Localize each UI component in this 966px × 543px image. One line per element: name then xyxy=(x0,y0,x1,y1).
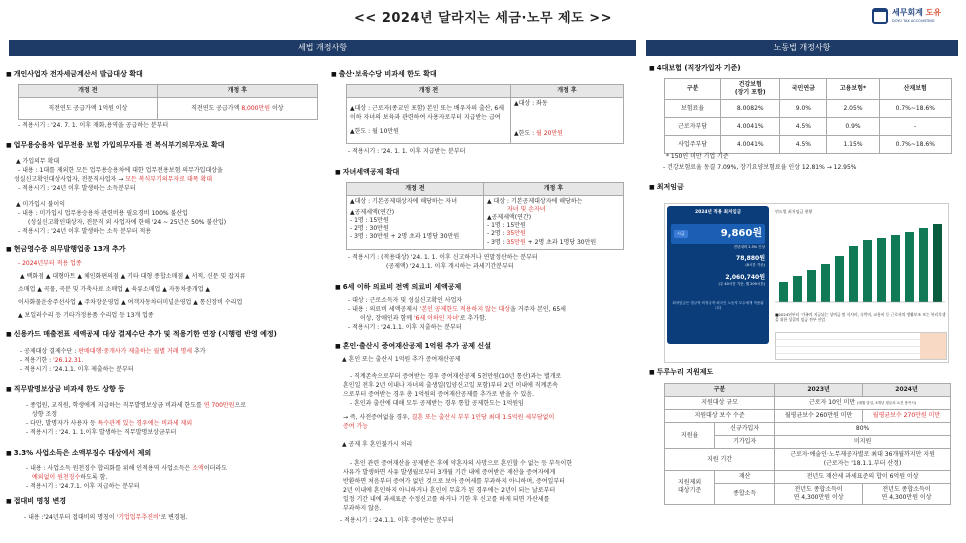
ins-cell: 0.9% xyxy=(827,118,879,136)
ins-cell: 근로자부담 xyxy=(665,118,721,136)
s3-l5: ▲ 보일러수리 등 기타가정용품 수리업 등 13개 업종 xyxy=(18,312,154,319)
s1-th-after: 개정 후 xyxy=(157,85,317,98)
card-title: 2024년 적용 최저임금 xyxy=(694,210,742,215)
ins-header-2: 국민연금 xyxy=(780,79,827,100)
m4-q5: 일정 기간 내에 과세표준 수정신고를 하거나 기한 후 신고를 하게 되면 가산세를 xyxy=(343,496,550,503)
s4-title: ■ 신용카드 매출전표 세액공제 대상 결제수단 추가 및 적용기한 연장 (시행령 반영 예정) xyxy=(6,330,277,339)
ins-cell: 4.0041% xyxy=(721,118,780,136)
dur-asset-val: 전년도 재산세 과세표준의 합이 6억원 이상 xyxy=(775,470,951,483)
m2-n1: - 적용시기 : (적용대상) '24. 1. 1. 이후 신고하거나 연말정산하는 분부터 xyxy=(348,254,538,261)
bar-11 xyxy=(919,228,928,302)
s2-a3: 성실신고확인대상사업자, 전문직사업자 → 모든 복식부기의무자로 대폭 확대 xyxy=(14,176,213,183)
ins-cell: 9.0% xyxy=(780,100,827,118)
bar-6 xyxy=(849,246,858,302)
durunuri-table xyxy=(664,383,951,505)
s2-a1: ▲ 가입의무 확대 xyxy=(16,158,60,165)
dur-target-label: 지원대상 규모 xyxy=(665,397,775,410)
wage-chart-title: 연도별 최저임금 현황 xyxy=(775,209,813,214)
s1-before: 직전연도 공급가액 1억원 이상 xyxy=(19,98,158,120)
ins-header-3: 고용보험* xyxy=(827,79,879,100)
m1-before: ▲대상 : 근로자(종교인 포함) 본인 또는 배우자의 출산, 6세 이하 자녀의 보육과 관련하여 사용자로부터 지급받는 급여 ▲한도 : 월 10만원 xyxy=(347,98,511,144)
s4-l2: - 적용기한 : '26.12.31. xyxy=(20,357,84,364)
wage-bar-chart xyxy=(775,218,945,308)
ins-cell: 8.0082% xyxy=(721,100,780,118)
ins-cell: 2.05% xyxy=(827,100,879,118)
s1-note: - 적용시기 : '24. 7. 1. 이후 재화,용역을 공급하는 분부터 xyxy=(18,122,169,129)
s1-table xyxy=(18,84,318,120)
hourly-value: 9,860원 xyxy=(720,228,762,240)
r1-n2: - 건강보험료율 동결 7.09%, 장기요양보험료율 인상 12.81% → 12.95% xyxy=(663,164,857,171)
bar-3 xyxy=(807,270,816,302)
bar-8 xyxy=(877,238,886,302)
m1-table xyxy=(346,84,624,144)
s7-title: ■ 접대비 명칭 변경 xyxy=(6,497,66,506)
dur-new-val: 80% xyxy=(775,423,951,436)
ins-cell: 0.7%~18.6% xyxy=(879,100,951,118)
dur-old-label: 기가입자 xyxy=(715,436,775,449)
dur-h-cat: 구분 xyxy=(665,384,775,397)
m4-p2: 혼인일 전후 2년 이내나 자녀의 출생일(입양신고일 포함)부터 2년 이내에 직계존속 xyxy=(343,382,558,389)
m2-th-after: 개정 후 xyxy=(484,183,624,196)
m2-th-before: 개정 전 xyxy=(347,183,484,196)
s1-title: ■ 개인사업자 전자세금계산서 발급대상 확대 xyxy=(6,70,143,79)
hourly-label: 시급 xyxy=(674,230,688,237)
dur-old-val: 미지원 xyxy=(775,436,951,449)
min-wage-infographic xyxy=(664,203,949,363)
m4-q3: 반환하면 처음부터 증여가 없던 것으로 보아 증여세를 부과하지 아니하며, 증여일부터 xyxy=(343,478,565,485)
dur-exclude-label: 지원제외 대상기준 xyxy=(665,470,715,504)
r1-title: ■ 4대보험 (직장가입자 기준) xyxy=(649,64,741,73)
m3-l1: - 대상 : 근로소득자 및 성실신고확인 사업자 xyxy=(348,297,463,304)
s1-th-before: 개정 전 xyxy=(19,85,158,98)
bar-1 xyxy=(779,282,788,302)
s6-l2: 예외없이 원천징수하도록 함. xyxy=(32,474,108,481)
dur-income-label: 종합소득 xyxy=(715,483,775,504)
dur-inc-2023: 전년도 종합소득이 연 4,300만원 이상 xyxy=(775,483,863,504)
bar-2 xyxy=(793,276,802,302)
s7-l1: - 내용 :'24년부터 접대비의 명칭이 '기업업무추진비'로 변경됨. xyxy=(24,514,188,521)
s2-a2: - 내용 : 1대를 제외한 모든 업무용승용차에 대한 업무전용보험 의무가입대상을 xyxy=(18,167,223,174)
m1-th-after: 개정 후 xyxy=(511,85,624,98)
dur-h-2023: 2023년 xyxy=(775,384,863,397)
bar-7 xyxy=(863,240,872,302)
m4-title: ■ 혼인·출산시 증여재산공제 1억원 추가 공제 신설 xyxy=(335,342,491,351)
ins-cell: 4.0041% xyxy=(721,136,780,154)
monthly-sub: (주 40시간 기준, 월 209시간) xyxy=(718,282,765,287)
s5-l1d: 상향 조정 xyxy=(32,411,58,418)
m4-q4: 2년 이내에 혼인하지 아니하거나 혼인이 무효가 된 경우에는 2년이 되는 날로부터 xyxy=(343,487,556,494)
s2-title: ■ 업무용승용차 업무전용 보험 가입의무자를 전 복식부기의무자로 확대 xyxy=(6,141,225,150)
r1-n1: * 150인 미만 기업 기준 xyxy=(666,153,729,160)
wage-mini-table-highlight xyxy=(920,333,946,359)
labor-header: 노동법 개정사항 xyxy=(646,40,958,56)
ins-cell: 0.7%~18.6% xyxy=(879,136,951,154)
m2-n2: (공제액) '24.1.1. 이후 개시하는 과세기간분부터 xyxy=(386,263,514,270)
dur-inc-2024: 전년도 종합소득이 연 4,300만원 이상 xyxy=(863,483,951,504)
card-bottom-note: 최저임금은 정규직·비정규직·외국인 노동자 모두에게 적용됩니다 xyxy=(672,300,764,310)
logo-sub: DOYU TAX ACCOUNTING xyxy=(892,19,935,24)
m4-p5: → 즉, 사전증여없을 경우, 결혼 또는 출산시 부부 1인당 최대 1.5억원 세부담없이 xyxy=(343,414,555,421)
m3-l2: - 내용 : 의료비 세액공제시 '본인 공제한도 적용하지 않는 대상을 거주자 본인, 65세 xyxy=(348,306,566,313)
ins-row xyxy=(665,118,952,136)
min-wage-card xyxy=(667,206,769,344)
ins-cell: 사업주부담 xyxy=(665,136,721,154)
m4-q6: 부과하지 않음. xyxy=(343,505,382,512)
ins-cell: 4.5% xyxy=(780,136,827,154)
r2-title: ■ 최저임금 xyxy=(649,183,684,192)
m2-table xyxy=(346,182,624,250)
m3-title: ■ 6세 이하 의료비 전액 의료비 세액공제 xyxy=(335,283,461,292)
s3-l1: - 2024년부터 적용 업종 xyxy=(18,260,82,267)
logo-name-accent: 도유 xyxy=(925,8,942,18)
dur-period-val: 근로자·예술인·노무제공자별로 최대 36개월까지만 지원 (근로자는 '18.1.1.부터 산정) xyxy=(775,449,951,470)
ins-header-1: 건강보험 (장기 포함) xyxy=(721,79,780,100)
bar-9 xyxy=(891,235,900,302)
m3-l4: - 적용시기 : '24.1.1. 이후 지출하는 분부터 xyxy=(348,324,462,331)
dur-target-val: 근로자 10인 미만 (매월 말일, 5개년 평균치 요건 충족시) xyxy=(775,397,951,410)
ins-header-0: 구분 xyxy=(665,79,721,100)
dur-rate-label: 지원율 xyxy=(665,423,715,449)
s3-l4: 이사화물운송주선사업 ▲ 주차장운영업 ▲ 여객자동차터미널운영업 ▲ 통신장비 수리업 xyxy=(18,299,243,306)
daily-sub: (8시간 기준) xyxy=(745,263,765,268)
monthly-value: 2,060,740원 xyxy=(725,274,765,282)
m4-p3: 으로부터 증여받는 경우 총 1억원의 증여재산공제를 추가로 받을 수 있음. xyxy=(343,391,534,398)
dur-new-label: 신규가입자 xyxy=(715,423,775,436)
m1-title: ■ 출산·보육수당 비과세 한도 확대 xyxy=(331,70,437,79)
logo xyxy=(872,8,941,24)
daily-value: 78,880원 xyxy=(736,255,765,263)
dur-wage-2023: 월평균보수 260만원 미만 xyxy=(775,410,863,423)
dur-h-2024: 2024년 xyxy=(863,384,951,397)
dur-period-label: 지원 기간 xyxy=(665,449,775,470)
wage-note: ■2024년부터 '가족의 지급되는 상여금 및 식사비, 숙박비, 교통비 등 근로자의 생활보조 또는 복리후생을 위한 성질의 임금 전부 산입 xyxy=(775,312,946,323)
tax-header: 세법 개정사항 xyxy=(9,40,636,56)
bar-12 xyxy=(933,224,942,302)
m4-h1: ▲ 혼인 또는 출산시 1억원 추가 증여재산공제 xyxy=(342,356,461,363)
m2-title: ■ 자녀세액공제 확대 xyxy=(335,168,399,177)
s6-l3: - 적용시기 : '24.7.1. 이후 지급하는 분부터 xyxy=(26,483,140,490)
s1-after: 직전연도 공급가액 8,000만원 이상 xyxy=(157,98,317,120)
m4-q2: 사유가 발생하면 사유 발생월로부터 3개월 기간 내에 증여받은 재산을 증여자에게 xyxy=(343,469,556,476)
bar-4 xyxy=(821,264,830,302)
logo-icon xyxy=(872,8,888,24)
ins-cell: 1.15% xyxy=(827,136,879,154)
s3-title: ■ 현금영수증 의무발행업종 13개 추가 xyxy=(6,245,126,254)
s5-title: ■ 직무발명보상금 비과세 한도 상향 등 xyxy=(6,385,125,394)
m3-l3: 이상, 장애인과 함께 '6세 이하인 자녀'로 추가함. xyxy=(360,315,487,322)
ins-header-4: 산재보험 xyxy=(879,79,951,100)
s5-l2: - 다만, 발명자가 사용자 등 특수관계 있는 경우에는 비과세 제외 xyxy=(26,420,193,427)
m2-before: ▲대상 : 기본공제대상자에 해당하는 자녀 ▲공제세액(연간) - 1명 : 15만원 - 2명 : 30만원 - 3명 : 30만원 + 2명 초과 1명당 30만원 xyxy=(347,196,484,250)
s2-b2: - 내용 : 미가입시 업무용승용차 관련비용 필요경비 100% 불산입 xyxy=(18,210,188,217)
s3-l3: 소매업 ▲ 곡물, 곡분 및 가축사료 소매업 ▲ 육류소매업 ▲ 자동차중개업 ▲ xyxy=(18,286,211,293)
r3-title: ■ 두루누리 지원제도 xyxy=(649,368,713,377)
s5-l1: - 종업원, 교직원, 학생에게 지급하는 직무발명보상금 비과세 한도를 연 700만원으로 xyxy=(26,402,247,409)
hourly-sub: 전년대비 2.5% 인상 xyxy=(733,244,765,249)
m1-after: ▲대상 : 좌동 ▲한도 : 월 20만원 xyxy=(511,98,624,144)
dur-wage-label: 지원대상 보수 수준 xyxy=(665,410,775,423)
m4-p6: 증여 가능 xyxy=(343,423,369,430)
dur-wage-2024: 월평균보수 270만원 미만 xyxy=(863,410,951,423)
ins-cell: 4.5% xyxy=(780,118,827,136)
s2-a4: - 적용시기 : '24년 이후 발생하는 소득분부터 xyxy=(18,185,136,192)
bar-10 xyxy=(905,232,914,302)
m4-h2: ▲ 공제 후 혼인불가시 처리 xyxy=(342,441,413,448)
m1-th-before: 개정 전 xyxy=(347,85,511,98)
s2-b1: ▲ 미가입시 불이익 xyxy=(16,201,66,208)
page-title: << 2024년 달라지는 세금·노무 제도 >> xyxy=(354,11,612,26)
ins-cell: 보험료율 xyxy=(665,100,721,118)
s2-b4: - 적용시기 : '24년 이후 발생하는 소득 분부터 적용 xyxy=(18,228,152,235)
m4-p4: - 혼인과 출산에 대해 모두 공제받는 경우 통합 공제한도는 1억원임 xyxy=(350,400,524,407)
ins-cell: - xyxy=(879,118,951,136)
s5-l3: - 적용시기 : '24. 1. 1.이후 발생하는 직무발명보상금부터 xyxy=(26,429,177,436)
m4-note: - 적용시기 : '24.1.1. 이후 증여받는 분부터 xyxy=(340,517,454,524)
wage-mini-table xyxy=(775,332,947,360)
s6-l1: - 내용 : 사업소득 원천징수 합리화를 위해 인적용역 사업소득은 소액이더라도 xyxy=(26,465,228,472)
ins-row xyxy=(665,100,952,118)
m2-after: ▲ 대상 : 기본공제대상자에 해당하는 자녀 및 손자녀 ▲공제세액(연간) - 1명 : 15만원 - 2명 : 35만원 - 3명 : 35만원 + 2명 초과 1명당 30만원 xyxy=(484,196,624,250)
s6-title: ■ 3.3% 사업소득은 소액부징수 대상에서 제외 xyxy=(6,449,151,458)
m4-q1: - 혼인 관련 증여재산을 공제받은 후에 약혼자의 사망으로 혼인할 수 없는 등 부득이한 xyxy=(350,460,573,467)
dur-asset-label: 재산 xyxy=(715,470,775,483)
bar-5 xyxy=(835,256,844,302)
s2-b3: (성실신고확인대상자, 전문직 외 사업자에 한해 '24 ~ 25년은 50% 불산입) xyxy=(28,219,227,226)
m4-p1: - 직계존속으로부터 증여받는 경우 증여재산공제 5천만원(10년 통산)과는 별개로 xyxy=(350,373,562,380)
m1-note: - 적용시기 : '24. 1. 1. 이후 지급받는 분부터 xyxy=(348,148,466,155)
s4-l1: - 공제대상 결제수단 : 판매대행·중개사가 제출하는 월별 거래 명세 추가 xyxy=(20,348,206,355)
logo-name: 세무회계 xyxy=(892,8,926,18)
s3-l2: ▲ 백화점 ▲ 대형마트 ▲ 체인화편의점 ▲ 기타 대형 종합소매점 ▲ 서적, 신문 및 잡지류 xyxy=(20,273,246,280)
s4-l3: - 적용시기 : '24.1.1. 이후 제출하는 분부터 xyxy=(20,366,134,373)
insurance-table xyxy=(664,78,952,154)
ins-row xyxy=(665,136,952,154)
